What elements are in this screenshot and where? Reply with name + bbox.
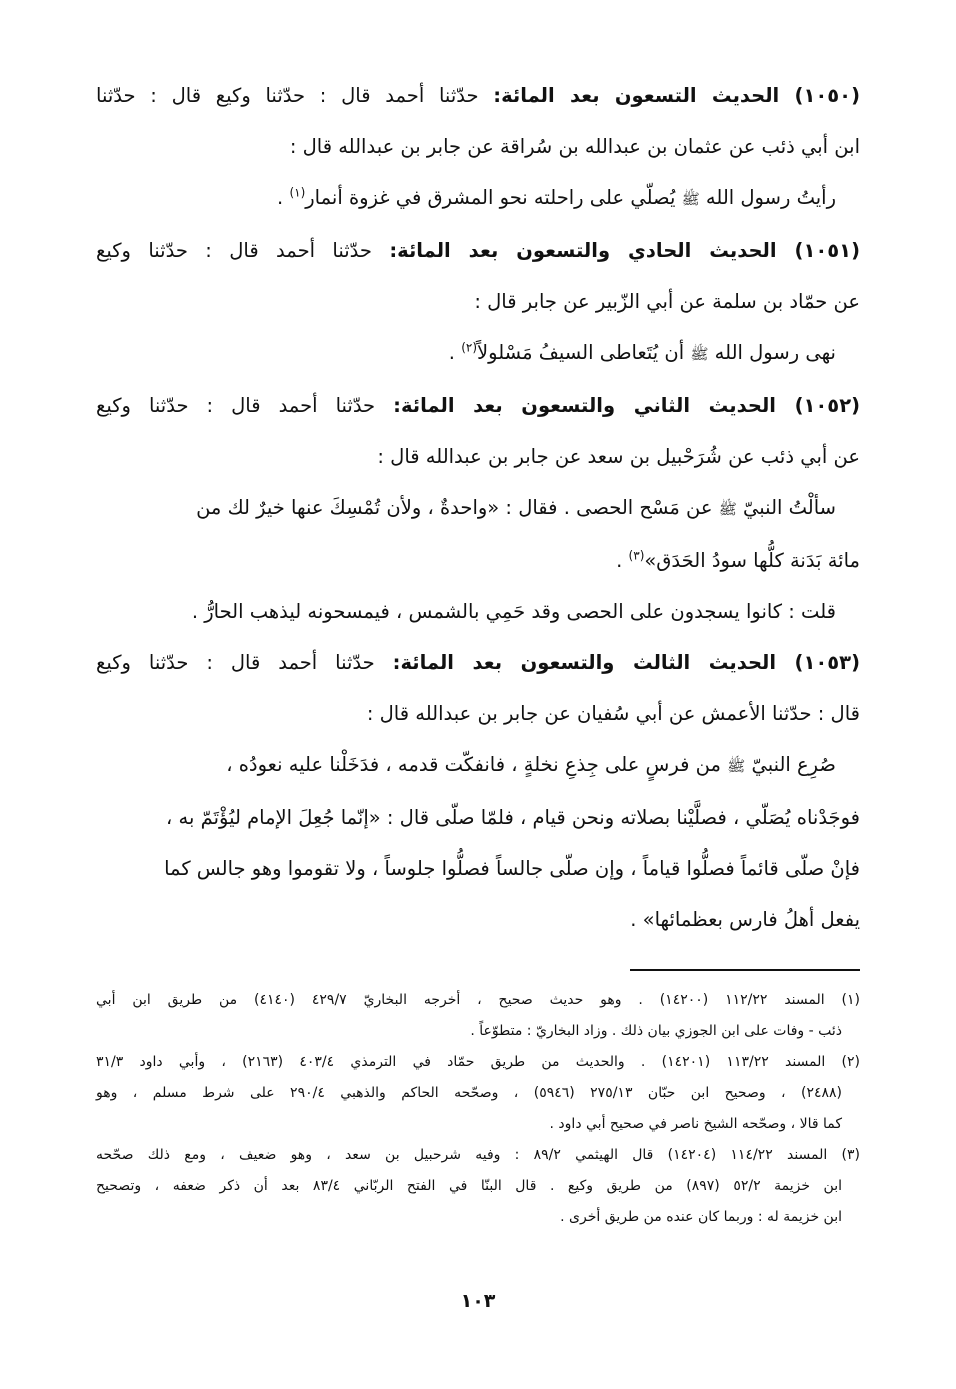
- main-text: [96, 70, 860, 945]
- hadith-text-end: .: [448, 341, 462, 364]
- hadith-text-part: عن مَسْح الحصى . فقال : «واحدةٌ ، ولأن تُمْسِكَ عنها خيرٌ لك من: [196, 496, 713, 519]
- footnote-line: (٢٤٨٨) ، وصحيح ابن حبّان ٢٧٥/١٣ (٥٩٤٦) ، وصحّحه الحاكم والذهبي ٢٩٠/٤ على شرط مسلم ، وهو: [96, 1085, 842, 1101]
- hadith-heading: (١٠٥٠) الحديث التسعون بعد المائة:: [493, 84, 860, 107]
- hadith-text-part: سألْتُ النبيّ: [743, 496, 836, 519]
- hadith-chain: حدّثنا أحمد قال : حدّثنا وكيع: [96, 394, 376, 417]
- footnote-1: [96, 985, 860, 1047]
- hadith-chain-continued: عن أبي ذئب عن شُرَحْبيل بن سعد عن جابر بن عبدالله قال :: [377, 445, 860, 468]
- hadith-header-line: [96, 380, 860, 431]
- hadith-text: [96, 172, 860, 225]
- hadith-text-part: رأيتُ رسول الله: [705, 186, 836, 209]
- footnote-ref: (٢): [461, 340, 478, 355]
- footnote-3: [96, 1140, 860, 1233]
- hadith-text-part: نهى رسول الله: [714, 341, 836, 364]
- hadith-chain: حدّثنا أحمد قال : حدّثنا وكيع: [96, 651, 375, 674]
- hadith-chain-continued: عن حمّاد بن سلمة عن أبي الزّبير عن جابر قال :: [474, 290, 860, 313]
- hadith-chain-continued: قال : حدّثنا الأعمش عن أبي سُفيان عن جابر بن عبدالله قال :: [366, 702, 860, 725]
- footnote-ref: (١): [289, 185, 306, 200]
- hadith-chain: حدّثنا أحمد قال : حدّثنا وكيع: [96, 239, 372, 262]
- hadith-text: [96, 739, 860, 792]
- hadith-text-continued: فإنْ صلّى قائماً فصلُّوا قياماً ، وإن صلّى جالساً فصلُّوا جلوساً ، ولا تقوموا وهو جالس كما: [164, 857, 860, 880]
- footnotes: [96, 985, 860, 1233]
- hadith-chain-continued: ابن أبي ذئب عن عثمان بن عبدالله بن سُراقة عن جابر بن عبدالله قال :: [289, 135, 860, 158]
- salawat-ligature: ﷺ: [690, 345, 709, 363]
- hadith-header-line: [96, 637, 860, 688]
- footnote-line: ابن خزيمة ٥٢/٢ (٨٩٧) من طريق وكيع . قال البنّا في الفتح الربّاني ٨٣/٤ بعد أن ذكر ضعفه ، وتصحيح: [96, 1178, 843, 1194]
- hadith-text-continued: يفعل أهلُ فارس بعظمائها» .: [630, 908, 860, 931]
- hadith-1053: [96, 637, 860, 945]
- hadith-text-part: مائة بَدَنة كلُّها سودُ الحَدَق»: [644, 549, 860, 572]
- footnote-2: [96, 1047, 860, 1140]
- hadith-header-line: [96, 225, 860, 276]
- hadith-text-end: .: [277, 186, 290, 209]
- hadith-text-continued: فوجَدْناه يُصَلّي ، فصلَّيْنا بصلاته ونحن قيام ، فلمّا صلّى قال : «إنّما جُعِلَ الإمام ليُؤْتَمّ به ،: [166, 806, 860, 829]
- hadith-text: [96, 327, 860, 380]
- hadith-text-part: أن يُتَعاطى السيفُ مَسْلولاً: [477, 341, 685, 364]
- hadith-heading: (١٠٥٣) الحديث الثالث والتسعون بعد المائة:: [392, 651, 860, 674]
- hadith-1051: [96, 225, 860, 380]
- footnote-ref: (٣): [628, 548, 645, 563]
- footnote-line: كما قالا ، وصحّحه الشيخ ناصر في صحيح أبي داود .: [549, 1116, 842, 1132]
- hadith-text: [96, 482, 860, 535]
- footnote-divider: [630, 969, 860, 971]
- footnote-line: (٢) المسند ١١٣/٢٢ (١٤٢٠١) . والحديث من طريق حمّاد في الترمذي ٤٠٣/٤ (٢١٦٣) ، وأبي داود ٣١/٣: [96, 1054, 861, 1070]
- footnote-line: ابن خزيمة له : وربما كان عنده من طريق أخرى .: [560, 1209, 842, 1225]
- hadith-text-part: من فرسٍ على جِذعِ نخلةٍ ، فانفكّت قدمه ، فدَخَلْنا عليه نعودُه ،: [226, 753, 721, 776]
- hadith-header-line: [96, 70, 860, 121]
- hadith-chain: حدّثنا أحمد قال : حدّثنا وكيع قال : حدّثنا: [96, 84, 479, 107]
- footnote-line: (٣) المسند ١١٤/٢٢ (١٤٢٠٤) قال الهيثمي ٨٩/٢ : وفيه شرحبيل بن سعد ، وهو ضعيف ، ومع ذلك صحّحه: [96, 1147, 860, 1163]
- hadith-heading: (١٠٥٢) الحديث الثاني والتسعون بعد المائة:: [393, 394, 861, 417]
- hadith-heading: (١٠٥١) الحديث الحادي والتسعون بعد المائة:: [389, 239, 860, 262]
- page-number: ١٠٣: [460, 1290, 496, 1312]
- author-comment: قلت : كانوا يسجدون على الحصى وقد حَمِي بالشمس ، فيمسحونه ليذهب الحارُّ .: [191, 600, 836, 623]
- footnote-line: ذئب - وفات على ابن الجوزي بيان ذلك . وزاد البخاريّ : متطوّعاً .: [470, 1023, 842, 1039]
- hadith-text-part: يُصلّي على راحلته نحو المشرق في غزوة أنمار: [305, 186, 676, 209]
- hadith-1050: [96, 70, 860, 225]
- salawat-ligature: ﷺ: [727, 757, 746, 775]
- hadith-text-continued: [96, 535, 860, 586]
- salawat-ligature: ﷺ: [718, 500, 737, 518]
- hadith-text-end: .: [616, 549, 629, 572]
- hadith-1052: [96, 380, 860, 637]
- hadith-text-part: صُرِع النبيّ: [751, 753, 836, 776]
- footnote-line: (١) المسند ١١٢/٢٢ (١٤٢٠٠) . وهو حديث صحيح ، أخرجه البخاريّ ٤٢٩/٧ (٤١٤٠) من طريق ابن أبي: [96, 992, 860, 1008]
- salawat-ligature: ﷺ: [681, 190, 700, 208]
